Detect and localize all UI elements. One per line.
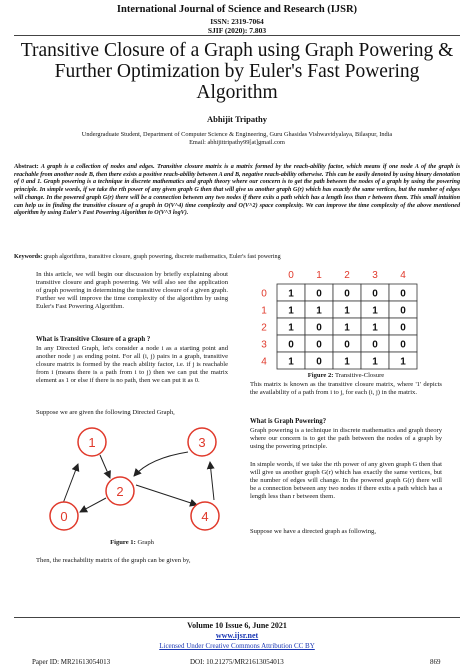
matrix-cell-value: 0 [316, 339, 322, 351]
sjif: SJIF (2020): 7.803 [207, 26, 267, 35]
doi: DOI: 10.21275/MR21613054013 [190, 658, 284, 666]
graph-node-1: 1 [88, 435, 96, 450]
matrix-cell-value: 0 [344, 339, 350, 351]
transitive-closure-matrix [255, 268, 425, 370]
matrix-row-header: 2 [261, 322, 267, 334]
matrix-cell-value: 0 [400, 339, 406, 351]
author-affiliation [20, 131, 454, 147]
matrix-cell-value: 0 [372, 288, 378, 300]
matrix-cell-value: 0 [316, 356, 322, 368]
graph-node-2: 2 [116, 484, 124, 499]
matrix-cell-value: 1 [372, 305, 378, 317]
graph-node-4: 4 [201, 509, 209, 524]
matrix-col-header: 4 [400, 270, 406, 281]
figure-2-caption [250, 372, 442, 379]
keywords [14, 254, 460, 262]
graph-powering-explanation: In simple words, if we take the rth power of any given graph G then that will give us another graph G(r) which has exactly the same vertices, but the number of edges will change. In the powered graph G(r) there will be a connection between any two nodes if there exits a path which has a length less than r between them. [250, 461, 442, 501]
intro-paragraph: In this article, we will begin our discussion by briefly explaining about transitive closure and graph powering. We will also see the application of graph powering in determining the transitive closure of a given graph. Further we will improve the time complexity of the algorithm by using Euler's Fast Powering Algorithm. [36, 271, 228, 311]
matrix-cell-value: 1 [344, 305, 350, 317]
graph-nodes [50, 428, 219, 530]
matrix-cell-value: 0 [316, 288, 322, 300]
abstract-label: Abstract: [14, 164, 39, 170]
directed-graph-figure [22, 418, 222, 536]
matrix-cell-value: 1 [372, 322, 378, 334]
matrix-row-header: 1 [261, 305, 267, 317]
matrix-cell-value: 0 [400, 288, 406, 300]
matrix-cell-value: 1 [288, 322, 294, 334]
matrix-cell-value: 0 [372, 339, 378, 351]
footer-rule [14, 617, 460, 618]
matrix-cell-value: 0 [400, 305, 406, 317]
reachability-intro-text: Then, the reachability matrix of the graph can be given by, [36, 557, 191, 564]
figure-1-caption [36, 539, 228, 546]
matrix-cell-value: 1 [288, 356, 294, 368]
header-rule [14, 35, 460, 36]
abstract [14, 164, 460, 218]
matrix-cell-value: 1 [400, 356, 406, 368]
matrix-col-header: 1 [316, 270, 322, 281]
matrix-col-header: 2 [344, 270, 350, 281]
suppose-directed-text: Suppose we have a directed graph as following, [250, 528, 376, 535]
matrix-col-header: 3 [372, 270, 378, 281]
graph-node-0: 0 [60, 509, 68, 524]
paper-id: Paper ID: MR21613054013 [32, 658, 111, 666]
section-heading-transitive-closure: What is Transitive Closure of a graph ? [36, 336, 151, 343]
graph-node-3: 3 [198, 435, 206, 450]
journal-website-link[interactable]: www.ijsr.net [215, 631, 259, 640]
graph-edges [62, 452, 214, 512]
matrix-cell-value: 0 [344, 288, 350, 300]
matrix-cell-value: 1 [316, 305, 322, 317]
volume-issue: Volume 10 Issue 6, June 2021 [187, 621, 287, 630]
matrix-row-header: 3 [261, 339, 267, 351]
graph-powering-definition: Graph powering is a technique in discrete mathematics and graph theory where our concern is to get the path between the nodes of a graph by using the powering principle. [250, 427, 442, 451]
matrix-cell-value: 1 [344, 322, 350, 334]
matrix-cell-value: 0 [316, 322, 322, 334]
figure-1-label: Figure 1: [110, 539, 136, 546]
suppose-graph-text: Suppose we are given the following Directed Graph, [36, 409, 175, 416]
matrix-row-header: 4 [261, 356, 267, 368]
figure-1-name: Graph [137, 539, 154, 546]
author-name: Abhijit Tripathy [207, 114, 267, 124]
matrix-row-header: 0 [261, 288, 267, 300]
matrix-cell-value: 1 [344, 356, 350, 368]
matrix-cell-value: 1 [372, 356, 378, 368]
figure-2-name: Transitive-Closure [335, 372, 385, 379]
license-link[interactable]: Licensed Under Creative Commons Attribution CC BY [159, 642, 315, 650]
paper-title: Transitive Closure of a Graph using Graph Powering & Further Optimization by Euler's Fast Powering Algorithm [20, 40, 454, 103]
matrix-col-header: 0 [288, 270, 294, 281]
author-email: Email: abhijittripathy99[at]gmail.com [189, 139, 285, 146]
matrix-cell-value: 0 [288, 339, 294, 351]
journal-name: International Journal of Science and Research (IJSR) [116, 4, 358, 15]
abstract-text: A graph is a collection of nodes and edges. Transitive closure matrix is a matrix formed by the reach-ability factor, which means if one node A of the graph is reachable from another node B, then there exists a positive reach-ability between A and B, negative reach-ability otherwise. This can be easily denoted by using binary denotation of 0 and 1. Graph powering is a technique in discrete mathematics and graph theory where our concern is to get the path between the nodes of a graph by using the powering principle. In simple words, if we take the rth power of any given graph G then that will give us another graph G(r) which has exactly the same vertices, but the number of edges will change. In the powered graph G(r) there will be a connection between any two nodes if there exits a path which has a length less than r between them. This small intuition can help us in finding the transitive closure of a graph in O(V^4) time complexity and O(V^2) space complexity. We can improve the time complexity of the above mentioned algorithm by using Euler's Fast Powering Algorithm to O(V^3 logV). [14, 164, 460, 217]
section-heading-graph-powering: What is Graph Powering? [250, 418, 327, 425]
matrix-description: This matrix is known as the transitive closure matrix, where '1' depicts the availability of a path from i to j, for each (i, j) in the matrix. [250, 381, 442, 397]
page-number: 869 [430, 658, 441, 666]
keywords-label: Keywords: [14, 254, 43, 260]
transitive-closure-definition: In any Directed Graph, let's consider a node i as a starting point and another node j as ending point. For all (i, j) pairs in a graph, transitive closure matrix is formed by the reach ability factor, i.e. if j is reachable from i (means there is a path from i to j) then we can put the matrix element as 1 or else if there is no path, then we can put it as 0. [36, 345, 228, 385]
figure-2-label: Figure 2: [307, 372, 334, 379]
affiliation-text: Undergraduate Student, Department of Computer Science & Engineering, Guru Ghasidas Vishwavidyalaya, Bilaspur, India [81, 131, 393, 138]
matrix-cell-value: 0 [400, 322, 406, 334]
issn: ISSN: 2319-7064 [210, 17, 264, 26]
matrix-cell-value: 1 [288, 288, 294, 300]
keywords-text: graph algorithms, transitive closure, graph powering, discrete mathematics, Euler's fast powering [43, 254, 281, 260]
matrix-cell-value: 1 [288, 305, 294, 317]
